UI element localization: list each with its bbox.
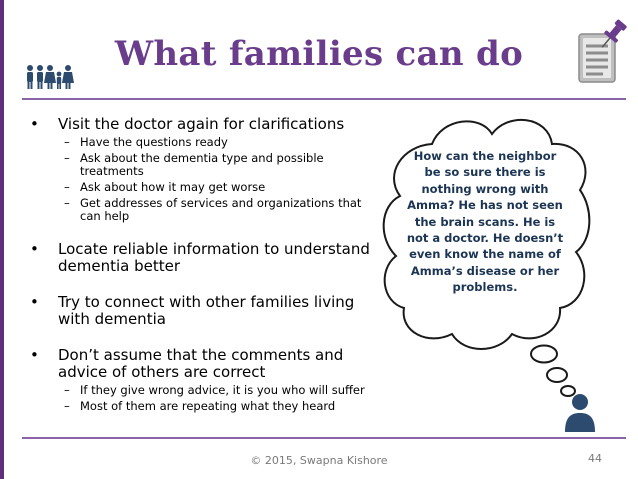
copyright-text: © 2015, Swapna Kishore — [250, 454, 388, 467]
person-thinking-icon — [562, 392, 598, 432]
sub-bullet-list — [58, 136, 380, 223]
bullet-item — [30, 347, 380, 413]
sub-bullet-item — [58, 384, 380, 397]
sub-bullet-dash: – — [64, 196, 70, 210]
thought-bubble-text: How can the neighbor be so sure there is nothing wrong with Amma? He has not seen the brain scans. He is not a doctor. He doesn’t even know the name of Amma’s disease or her problems. — [406, 149, 564, 295]
bullet-list — [30, 116, 380, 432]
sub-bullet-dash: – — [64, 383, 70, 397]
bullet-item — [30, 294, 380, 328]
bullet-text: Visit the doctor again for clarifications — [58, 115, 345, 133]
bullet-item — [30, 241, 380, 275]
sub-bullet-dash: – — [64, 180, 70, 194]
bullet-text: Don’t assume that the comments and advice of others are correct — [58, 346, 344, 381]
sub-bullet-item — [58, 400, 380, 413]
sub-bullet-item — [58, 197, 380, 223]
sub-bullet-text: Ask about the dementia type and possible treatments — [80, 151, 324, 178]
bullet-dot: • — [30, 115, 39, 133]
bullet-dot: • — [30, 240, 39, 258]
sub-bullet-text: Ask about how it may get worse — [80, 180, 266, 194]
sub-bullet-item — [58, 152, 380, 178]
sub-bullet-item — [58, 136, 380, 149]
sub-bullet-dash: – — [64, 399, 70, 413]
sub-bullet-text: Most of them are repeating what they heard — [80, 399, 336, 413]
page-number: 44 — [588, 452, 602, 465]
bullet-dot: • — [30, 346, 39, 364]
sub-bullet-dash: – — [64, 135, 70, 149]
sub-bullet-dash: – — [64, 151, 70, 165]
bullet-dot: • — [30, 293, 39, 311]
sub-bullet-list — [58, 384, 380, 413]
title-divider — [22, 98, 626, 100]
bullet-text: Locate reliable information to understand dementia better — [58, 240, 370, 275]
sub-bullet-text: Get addresses of services and organizations that can help — [80, 196, 362, 223]
sub-bullet-text: If they give wrong advice, it is you who will suffer — [80, 383, 365, 397]
bullet-item — [30, 116, 380, 223]
bullet-text: Try to connect with other families living with dementia — [58, 293, 355, 328]
slide-title: What families can do — [114, 34, 524, 74]
footer-divider — [22, 437, 626, 439]
sub-bullet-text: Have the questions ready — [80, 135, 228, 149]
sub-bullet-item — [58, 181, 380, 194]
